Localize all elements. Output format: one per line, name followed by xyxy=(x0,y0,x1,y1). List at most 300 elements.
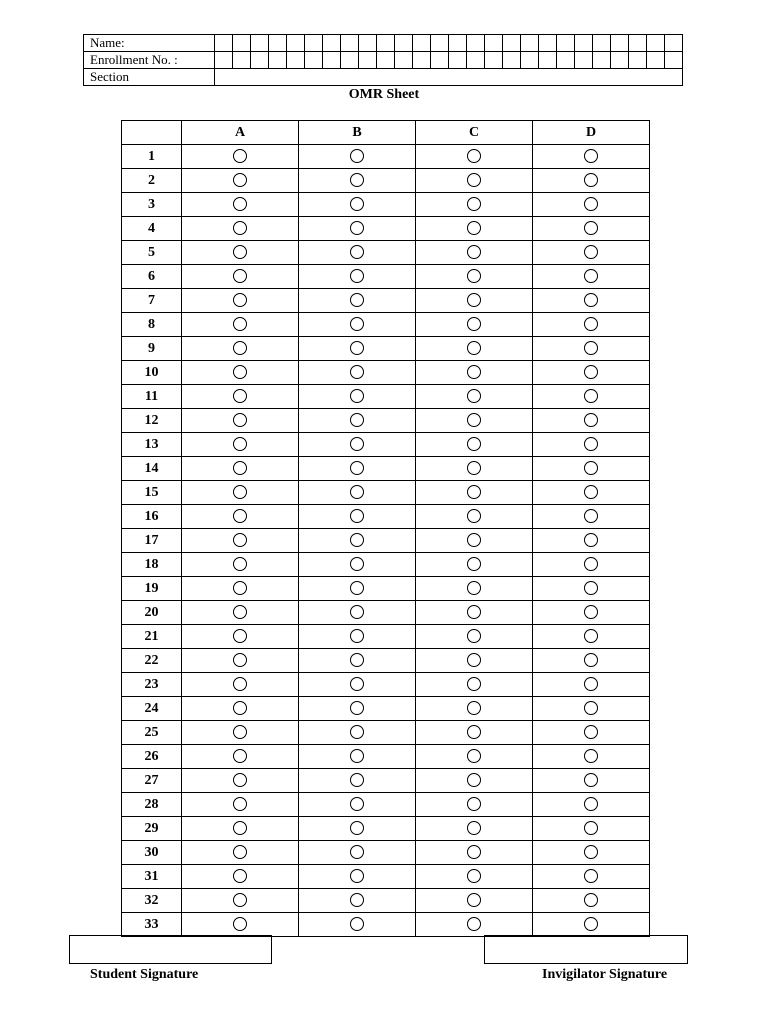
answer-cell xyxy=(416,841,533,865)
answer-bubble-a[interactable] xyxy=(233,749,247,763)
name-char-box[interactable] xyxy=(395,35,413,52)
answer-bubble-c[interactable] xyxy=(467,917,481,931)
name-char-box[interactable] xyxy=(611,35,629,52)
answer-cell xyxy=(182,577,299,601)
answer-bubble-c[interactable] xyxy=(467,773,481,787)
answer-bubble-a[interactable] xyxy=(233,413,247,427)
table-row xyxy=(122,385,650,409)
answer-cell xyxy=(182,169,299,193)
question-number: 12 xyxy=(122,409,182,433)
answer-bubble-a[interactable] xyxy=(233,677,247,691)
answer-bubble-d[interactable] xyxy=(584,413,598,427)
answer-bubble-c[interactable] xyxy=(467,797,481,811)
answer-bubble-d[interactable] xyxy=(584,653,598,667)
answer-bubble-a[interactable] xyxy=(233,173,247,187)
enrollment-char-box[interactable] xyxy=(341,52,359,69)
name-char-box[interactable] xyxy=(629,35,647,52)
answer-bubble-a[interactable] xyxy=(233,389,247,403)
answer-bubble-a[interactable] xyxy=(233,149,247,163)
question-number: 29 xyxy=(122,817,182,841)
answer-cell xyxy=(299,889,416,913)
answer-cell xyxy=(182,433,299,457)
answer-cell xyxy=(416,889,533,913)
answer-bubble-c[interactable] xyxy=(467,653,481,667)
answer-bubble-d[interactable] xyxy=(584,677,598,691)
answer-bubble-d[interactable] xyxy=(584,317,598,331)
answer-bubble-a[interactable] xyxy=(233,461,247,475)
answer-cell xyxy=(416,265,533,289)
table-row xyxy=(122,625,650,649)
answer-bubble-b[interactable] xyxy=(350,749,364,763)
answer-cell xyxy=(299,601,416,625)
name-char-box[interactable] xyxy=(557,35,575,52)
answer-bubble-c[interactable] xyxy=(467,293,481,307)
answer-bubble-c[interactable] xyxy=(467,269,481,283)
enrollment-char-box[interactable] xyxy=(557,52,575,69)
answer-bubble-c[interactable] xyxy=(467,221,481,235)
answer-bubble-a[interactable] xyxy=(233,773,247,787)
answer-bubble-d[interactable] xyxy=(584,293,598,307)
enrollment-char-box[interactable] xyxy=(647,52,665,69)
answer-cell xyxy=(182,817,299,841)
name-char-box[interactable] xyxy=(449,35,467,52)
enrollment-char-box[interactable] xyxy=(305,52,323,69)
answer-cell xyxy=(533,433,650,457)
answer-bubble-d[interactable] xyxy=(584,797,598,811)
answer-bubble-b[interactable] xyxy=(350,845,364,859)
answer-bubble-b[interactable] xyxy=(350,461,364,475)
answer-bubble-d[interactable] xyxy=(584,485,598,499)
answer-cell xyxy=(533,217,650,241)
answer-cell xyxy=(416,361,533,385)
table-row xyxy=(122,337,650,361)
question-number: 13 xyxy=(122,433,182,457)
answer-bubble-b[interactable] xyxy=(350,605,364,619)
answer-bubble-a[interactable] xyxy=(233,821,247,835)
name-char-box[interactable] xyxy=(413,35,431,52)
option-header-b: B xyxy=(299,121,416,145)
answer-bubble-a[interactable] xyxy=(233,629,247,643)
answer-cell xyxy=(182,601,299,625)
answer-bubble-c[interactable] xyxy=(467,245,481,259)
enrollment-char-box[interactable] xyxy=(485,52,503,69)
answer-bubble-b[interactable] xyxy=(350,701,364,715)
name-char-box[interactable] xyxy=(503,35,521,52)
answer-bubble-c[interactable] xyxy=(467,701,481,715)
answer-bubble-c[interactable] xyxy=(467,197,481,211)
table-row xyxy=(122,169,650,193)
enrollment-char-box[interactable] xyxy=(413,52,431,69)
answer-cell xyxy=(182,505,299,529)
answer-cell xyxy=(182,697,299,721)
answer-bubble-c[interactable] xyxy=(467,389,481,403)
enrollment-char-box[interactable] xyxy=(323,52,341,69)
answer-cell xyxy=(182,145,299,169)
question-number: 11 xyxy=(122,385,182,409)
question-number: 24 xyxy=(122,697,182,721)
answer-bubble-b[interactable] xyxy=(350,677,364,691)
table-row xyxy=(122,889,650,913)
answer-cell xyxy=(299,625,416,649)
name-char-box[interactable] xyxy=(305,35,323,52)
answer-cell xyxy=(299,289,416,313)
grid-header-row xyxy=(122,121,650,145)
invigilator-signature-box[interactable] xyxy=(484,935,688,964)
answer-bubble-a[interactable] xyxy=(233,269,247,283)
answer-cell xyxy=(533,505,650,529)
answer-bubble-a[interactable] xyxy=(233,557,247,571)
name-label: Name: xyxy=(84,35,215,52)
table-row xyxy=(122,745,650,769)
table-row xyxy=(122,193,650,217)
answer-bubble-b[interactable] xyxy=(350,797,364,811)
answer-bubble-d[interactable] xyxy=(584,821,598,835)
answer-cell xyxy=(299,841,416,865)
answer-bubble-d[interactable] xyxy=(584,557,598,571)
answer-cell xyxy=(416,601,533,625)
answer-bubble-d[interactable] xyxy=(584,461,598,475)
question-number: 30 xyxy=(122,841,182,865)
answer-cell xyxy=(182,553,299,577)
enrollment-char-box[interactable] xyxy=(539,52,557,69)
answer-bubble-c[interactable] xyxy=(467,749,481,763)
page-title: OMR Sheet xyxy=(348,87,420,102)
answer-bubble-d[interactable] xyxy=(584,893,598,907)
answer-cell xyxy=(182,457,299,481)
answer-bubble-d[interactable] xyxy=(584,629,598,643)
option-header-d: D xyxy=(533,121,650,145)
answer-bubble-b[interactable] xyxy=(350,413,364,427)
name-char-box[interactable] xyxy=(539,35,557,52)
answer-cell xyxy=(182,385,299,409)
answer-cell xyxy=(533,553,650,577)
answer-cell xyxy=(533,193,650,217)
table-row xyxy=(122,361,650,385)
answer-bubble-b[interactable] xyxy=(350,221,364,235)
answer-cell xyxy=(182,769,299,793)
answer-bubble-b[interactable] xyxy=(350,485,364,499)
answer-cell xyxy=(299,913,416,937)
answer-cell xyxy=(299,769,416,793)
answer-bubble-c[interactable] xyxy=(467,509,481,523)
section-label: Section xyxy=(84,69,215,86)
answer-bubble-c[interactable] xyxy=(467,677,481,691)
answer-cell xyxy=(299,529,416,553)
answer-cell xyxy=(533,361,650,385)
answer-bubble-d[interactable] xyxy=(584,701,598,715)
student-signature-box[interactable] xyxy=(69,935,272,964)
answer-bubble-d[interactable] xyxy=(584,605,598,619)
answer-bubble-b[interactable] xyxy=(350,389,364,403)
answer-bubble-b[interactable] xyxy=(350,917,364,931)
answer-bubble-b[interactable] xyxy=(350,869,364,883)
answer-bubble-a[interactable] xyxy=(233,509,247,523)
answer-bubble-d[interactable] xyxy=(584,869,598,883)
answer-cell xyxy=(299,433,416,457)
enrollment-char-box[interactable] xyxy=(395,52,413,69)
question-number: 33 xyxy=(122,913,182,937)
name-char-box[interactable] xyxy=(251,35,269,52)
answer-cell xyxy=(182,745,299,769)
answer-bubble-d[interactable] xyxy=(584,389,598,403)
table-row xyxy=(122,481,650,505)
answer-bubble-a[interactable] xyxy=(233,221,247,235)
name-char-box[interactable] xyxy=(377,35,395,52)
answer-cell xyxy=(416,337,533,361)
answer-bubble-c[interactable] xyxy=(467,317,481,331)
answer-bubble-d[interactable] xyxy=(584,149,598,163)
answer-bubble-a[interactable] xyxy=(233,605,247,619)
question-number: 5 xyxy=(122,241,182,265)
answer-bubble-c[interactable] xyxy=(467,461,481,475)
answer-bubble-b[interactable] xyxy=(350,653,364,667)
table-row xyxy=(122,529,650,553)
answer-bubble-c[interactable] xyxy=(467,581,481,595)
name-char-box[interactable] xyxy=(269,35,287,52)
answer-bubble-d[interactable] xyxy=(584,773,598,787)
answer-cell xyxy=(533,721,650,745)
enrollment-char-box[interactable] xyxy=(431,52,449,69)
answer-bubble-b[interactable] xyxy=(350,365,364,379)
answer-bubble-b[interactable] xyxy=(350,437,364,451)
question-number: 3 xyxy=(122,193,182,217)
name-char-box[interactable] xyxy=(647,35,665,52)
answer-bubble-b[interactable] xyxy=(350,509,364,523)
answer-bubble-a[interactable] xyxy=(233,701,247,715)
answer-cell xyxy=(416,193,533,217)
question-number: 15 xyxy=(122,481,182,505)
answer-bubble-c[interactable] xyxy=(467,173,481,187)
answer-cell xyxy=(299,649,416,673)
answer-cell xyxy=(299,145,416,169)
answer-bubble-c[interactable] xyxy=(467,485,481,499)
answer-cell xyxy=(182,289,299,313)
table-row xyxy=(122,769,650,793)
table-row xyxy=(122,649,650,673)
name-char-box[interactable] xyxy=(521,35,539,52)
answer-bubble-a[interactable] xyxy=(233,581,247,595)
question-number: 21 xyxy=(122,625,182,649)
answer-bubble-b[interactable] xyxy=(350,173,364,187)
answer-bubble-a[interactable] xyxy=(233,485,247,499)
answer-cell xyxy=(299,241,416,265)
answer-bubble-a[interactable] xyxy=(233,293,247,307)
name-char-box[interactable] xyxy=(485,35,503,52)
question-number: 27 xyxy=(122,769,182,793)
enrollment-char-box[interactable] xyxy=(467,52,485,69)
answer-bubble-d[interactable] xyxy=(584,221,598,235)
name-char-box[interactable] xyxy=(467,35,485,52)
answer-bubble-d[interactable] xyxy=(584,341,598,355)
answer-bubble-d[interactable] xyxy=(584,917,598,931)
answer-cell xyxy=(182,913,299,937)
answer-bubble-d[interactable] xyxy=(584,269,598,283)
enrollment-char-box[interactable] xyxy=(449,52,467,69)
answer-cell xyxy=(416,217,533,241)
answer-bubble-c[interactable] xyxy=(467,341,481,355)
answer-cell xyxy=(533,817,650,841)
answer-cell xyxy=(533,865,650,889)
answer-cell xyxy=(299,505,416,529)
answer-bubble-b[interactable] xyxy=(350,317,364,331)
answer-cell xyxy=(182,673,299,697)
answer-bubble-b[interactable] xyxy=(350,149,364,163)
answer-bubble-a[interactable] xyxy=(233,653,247,667)
answer-bubble-c[interactable] xyxy=(467,821,481,835)
enrollment-char-box[interactable] xyxy=(665,52,683,69)
answer-bubble-a[interactable] xyxy=(233,317,247,331)
answer-bubble-c[interactable] xyxy=(467,629,481,643)
answer-bubble-c[interactable] xyxy=(467,149,481,163)
answer-bubble-b[interactable] xyxy=(350,773,364,787)
answer-bubble-a[interactable] xyxy=(233,845,247,859)
answer-bubble-d[interactable] xyxy=(584,365,598,379)
question-number: 4 xyxy=(122,217,182,241)
answer-bubble-c[interactable] xyxy=(467,533,481,547)
enrollment-char-box[interactable] xyxy=(521,52,539,69)
answer-cell xyxy=(299,217,416,241)
name-char-box[interactable] xyxy=(341,35,359,52)
answer-cell xyxy=(416,169,533,193)
answer-bubble-b[interactable] xyxy=(350,341,364,355)
answer-bubble-c[interactable] xyxy=(467,413,481,427)
name-char-box[interactable] xyxy=(431,35,449,52)
answer-bubble-b[interactable] xyxy=(350,821,364,835)
answer-cell xyxy=(299,409,416,433)
question-number: 10 xyxy=(122,361,182,385)
answer-bubble-c[interactable] xyxy=(467,365,481,379)
answer-bubble-a[interactable] xyxy=(233,437,247,451)
answer-cell xyxy=(416,481,533,505)
answer-bubble-b[interactable] xyxy=(350,293,364,307)
answer-bubble-d[interactable] xyxy=(584,725,598,739)
answer-cell xyxy=(416,721,533,745)
answer-bubble-b[interactable] xyxy=(350,269,364,283)
answer-bubble-d[interactable] xyxy=(584,581,598,595)
answer-bubble-b[interactable] xyxy=(350,245,364,259)
table-row xyxy=(122,601,650,625)
enrollment-char-box[interactable] xyxy=(287,52,305,69)
table-row xyxy=(122,289,650,313)
answer-bubble-d[interactable] xyxy=(584,197,598,211)
question-number: 1 xyxy=(122,145,182,169)
table-row xyxy=(122,217,650,241)
name-char-box[interactable] xyxy=(575,35,593,52)
answer-bubble-a[interactable] xyxy=(233,797,247,811)
answer-bubble-c[interactable] xyxy=(467,725,481,739)
answer-bubble-b[interactable] xyxy=(350,197,364,211)
enrollment-char-box[interactable] xyxy=(377,52,395,69)
answer-bubble-a[interactable] xyxy=(233,869,247,883)
enrollment-char-box[interactable] xyxy=(251,52,269,69)
answer-bubble-d[interactable] xyxy=(584,509,598,523)
answer-bubble-d[interactable] xyxy=(584,245,598,259)
answer-cell xyxy=(299,385,416,409)
answer-bubble-b[interactable] xyxy=(350,725,364,739)
answer-cell xyxy=(533,145,650,169)
answer-bubble-a[interactable] xyxy=(233,533,247,547)
answer-bubble-c[interactable] xyxy=(467,869,481,883)
question-number: 16 xyxy=(122,505,182,529)
enrollment-char-box[interactable] xyxy=(503,52,521,69)
answer-bubble-a[interactable] xyxy=(233,365,247,379)
name-char-box[interactable] xyxy=(665,35,683,52)
name-char-box[interactable] xyxy=(215,35,233,52)
answer-cell xyxy=(299,577,416,601)
answer-cell xyxy=(533,313,650,337)
answer-bubble-a[interactable] xyxy=(233,725,247,739)
question-number: 32 xyxy=(122,889,182,913)
answer-bubble-a[interactable] xyxy=(233,893,247,907)
question-number: 22 xyxy=(122,649,182,673)
answer-cell xyxy=(533,841,650,865)
answer-bubble-d[interactable] xyxy=(584,437,598,451)
enrollment-char-box[interactable] xyxy=(215,52,233,69)
enrollment-char-box[interactable] xyxy=(629,52,647,69)
answer-cell xyxy=(533,385,650,409)
name-char-box[interactable] xyxy=(323,35,341,52)
answer-cell xyxy=(299,721,416,745)
answer-bubble-c[interactable] xyxy=(467,557,481,571)
answer-cell xyxy=(416,289,533,313)
answer-bubble-c[interactable] xyxy=(467,605,481,619)
enrollment-char-box[interactable] xyxy=(593,52,611,69)
answer-cell xyxy=(182,265,299,289)
enrollment-char-box[interactable] xyxy=(611,52,629,69)
answer-bubble-c[interactable] xyxy=(467,893,481,907)
table-row xyxy=(122,553,650,577)
name-char-box[interactable] xyxy=(593,35,611,52)
name-char-box[interactable] xyxy=(359,35,377,52)
answer-bubble-b[interactable] xyxy=(350,557,364,571)
enrollment-char-box[interactable] xyxy=(575,52,593,69)
answer-bubble-b[interactable] xyxy=(350,533,364,547)
answer-cell xyxy=(182,649,299,673)
enrollment-char-box[interactable] xyxy=(269,52,287,69)
answer-bubble-d[interactable] xyxy=(584,533,598,547)
answer-bubble-a[interactable] xyxy=(233,917,247,931)
enrollment-char-box[interactable] xyxy=(359,52,377,69)
table-row xyxy=(122,241,650,265)
student-info-table xyxy=(83,34,683,86)
answer-bubble-b[interactable] xyxy=(350,629,364,643)
answer-bubble-d[interactable] xyxy=(584,173,598,187)
answer-bubble-d[interactable] xyxy=(584,749,598,763)
answer-cell xyxy=(533,769,650,793)
answer-bubble-a[interactable] xyxy=(233,245,247,259)
answer-cell xyxy=(533,601,650,625)
section-field[interactable] xyxy=(215,69,683,86)
answer-bubble-b[interactable] xyxy=(350,581,364,595)
answer-bubble-a[interactable] xyxy=(233,197,247,211)
answer-bubble-c[interactable] xyxy=(467,437,481,451)
answer-bubble-a[interactable] xyxy=(233,341,247,355)
answer-bubble-d[interactable] xyxy=(584,845,598,859)
answer-cell xyxy=(533,697,650,721)
answer-cell xyxy=(299,697,416,721)
answer-bubble-b[interactable] xyxy=(350,893,364,907)
answer-cell xyxy=(299,865,416,889)
question-number: 28 xyxy=(122,793,182,817)
answer-cell xyxy=(416,457,533,481)
answer-cell xyxy=(416,241,533,265)
section-row xyxy=(84,69,683,86)
name-char-box[interactable] xyxy=(233,35,251,52)
name-char-box[interactable] xyxy=(287,35,305,52)
enrollment-char-box[interactable] xyxy=(233,52,251,69)
answer-bubble-c[interactable] xyxy=(467,845,481,859)
table-row xyxy=(122,577,650,601)
